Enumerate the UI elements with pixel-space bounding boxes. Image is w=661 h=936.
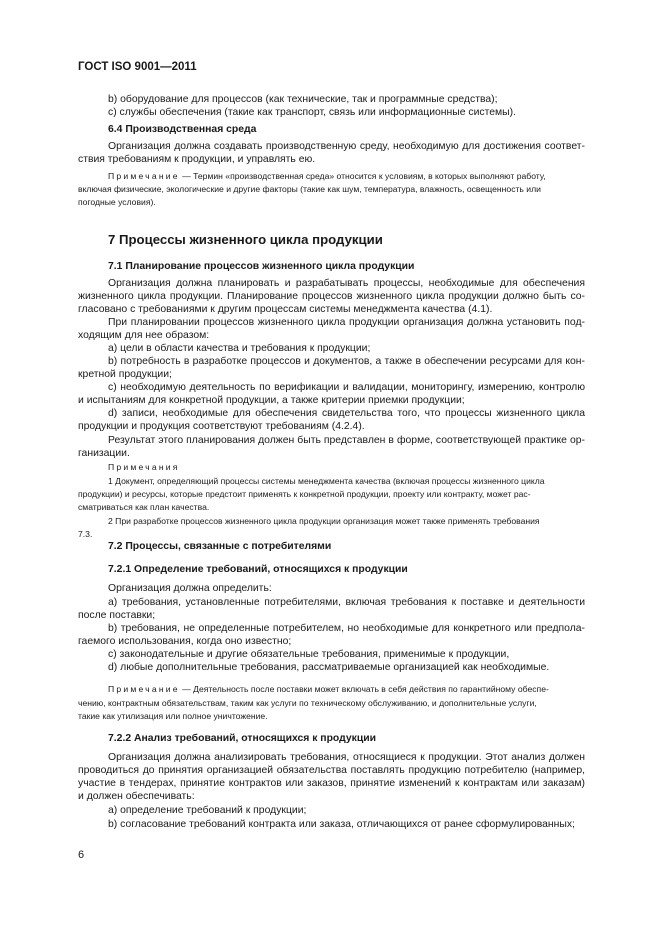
note-line: погодные условия). [78, 197, 156, 207]
paragraph-line: и должен обеспечивать: [78, 791, 195, 802]
page-number: 6 [78, 849, 85, 861]
paragraph-line: При планировании процессов жизненного цикла продукции организация должна установить под- [108, 317, 585, 328]
list-item: b) требования, не определенные потребителем, но необходимые для конкретного или предпола- [108, 623, 585, 634]
paragraph-line: Организация должна создавать производственную среду, необходимую для достижения соответ- [108, 141, 585, 152]
paragraph-line: участие в тендерах, принятие контрактов или заказов, принятие изменений к контрактам или заказам) [78, 778, 585, 789]
list-item: после поставки; [78, 610, 156, 621]
note-line [78, 170, 585, 183]
paragraph-line: Организация должна планировать и разрабатывать процессы, необходимые для обеспечения [108, 278, 585, 289]
list-item: b) оборудование для процессов (как технические, так и программные средства); [108, 94, 498, 105]
section-heading: 7.1 Планирование процессов жизненного цикла продукции [108, 261, 415, 272]
paragraph-line: Организация должна анализировать требования, относящиеся к продукции. Этот анализ должен [108, 752, 585, 763]
note-line: такие как утилизация или полное уничтожение. [78, 711, 268, 721]
list-item: a) определение требований к продукции; [108, 805, 307, 816]
list-item: продукции и продукция соответствуют требованиям (4.2.4). [78, 421, 365, 432]
list-item: d) любые дополнительные требования, рассматриваемые организацией как необходимые. [108, 662, 550, 673]
running-header: ГОСТ ISO 9001—2011 [78, 61, 197, 73]
list-item: c) законодательные и другие обязательные требования, применимые к продукции, [108, 649, 510, 660]
note-line: сматриваться как план качества. [78, 502, 210, 512]
list-item: и испытаниям для конкретной продукции, а также критерии приемки продукции; [78, 395, 465, 406]
note-label: Примечание [108, 171, 180, 181]
list-item: a) требования, установленные потребителями, включая требования к поставке и деятельности [108, 597, 585, 608]
list-item: b) согласование требований контракта или заказа, отличающихся от ранее сформулированных; [108, 819, 575, 830]
subsection-heading: 7.2.2 Анализ требований, относящихся к продукции [108, 733, 376, 744]
list-item: c) службы обеспечения (такие как транспорт, связь или информационные системы). [108, 107, 516, 118]
note-line: чению, контрактным обязательствам, таким как услуги по техническому обслуживанию, и дополнительные услуги, [78, 698, 537, 708]
paragraph-line: ганизации. [78, 448, 130, 459]
paragraph-line: Результат этого планирования должен быть представлен в форме, соответствующей практике ор- [108, 435, 585, 446]
paragraph-line: гласовано с требованиями к другим процессам системы менеджмента качества (4.1). [78, 304, 493, 315]
note-line: 7.3. [78, 529, 93, 539]
notes-label: Примечания [108, 462, 180, 472]
paragraph-line: ходящим для нее образом: [78, 330, 210, 341]
note-line [78, 683, 585, 696]
list-item: b) потребность в разработке процессов и документов, а также в обеспечении ресурсами для кон- [108, 356, 585, 367]
paragraph-line: Организация должна определить: [108, 583, 272, 594]
note-text: — Термин «производственная среда» относится к условиям, в которых выполняют работу, [179, 171, 546, 181]
paragraph-line: жизненного цикла продукции. Планирование процессов жизненного цикла продукции должно быть со- [78, 291, 585, 302]
paragraph-line: проводиться до принятия организацией обязательства поставлять продукцию потребителю (например, [78, 765, 585, 776]
note-label: Примечание [108, 684, 180, 694]
list-item: c) необходимую деятельность по верификации и валидации, мониторингу, измерению, контролю [108, 382, 585, 393]
note-line: 1 Документ, определяющий процессы системы менеджмента качества (включая процессы жизненного цикла [108, 476, 545, 486]
list-item: a) цели в области качества и требования к продукции; [108, 343, 371, 354]
note-line: продукции) и ресурсы, которые предстоит применять к конкретной продукции, проекту или контракту, может рас- [78, 489, 531, 499]
list-item: d) записи, необходимые для обеспечения свидетельства того, что процессы жизненного цикла [108, 408, 585, 419]
paragraph-line: ствия требованиям к продукции, и управлять ею. [78, 154, 316, 165]
note-line: 2 При разработке процессов жизненного цикла продукции организация может также применять требования [108, 516, 540, 526]
section-heading: 7.2 Процессы, связанные с потребителями [108, 541, 332, 552]
note-text: — Деятельность после поставки может включать в себя действия по гарантийному обеспе- [179, 684, 549, 694]
note-line: включая физические, экологические и другие факторы (такие как шум, температура, влажность, освещенность или [78, 184, 541, 194]
subsection-heading: 7.2.1 Определение требований, относящихся к продукции [108, 564, 408, 575]
list-item: кретной продукции; [78, 369, 172, 380]
section-heading: 6.4 Производственная среда [108, 124, 257, 135]
chapter-heading: 7 Процессы жизненного цикла продукции [108, 232, 383, 247]
list-item: гаемого использования, когда оно известно; [78, 636, 292, 647]
